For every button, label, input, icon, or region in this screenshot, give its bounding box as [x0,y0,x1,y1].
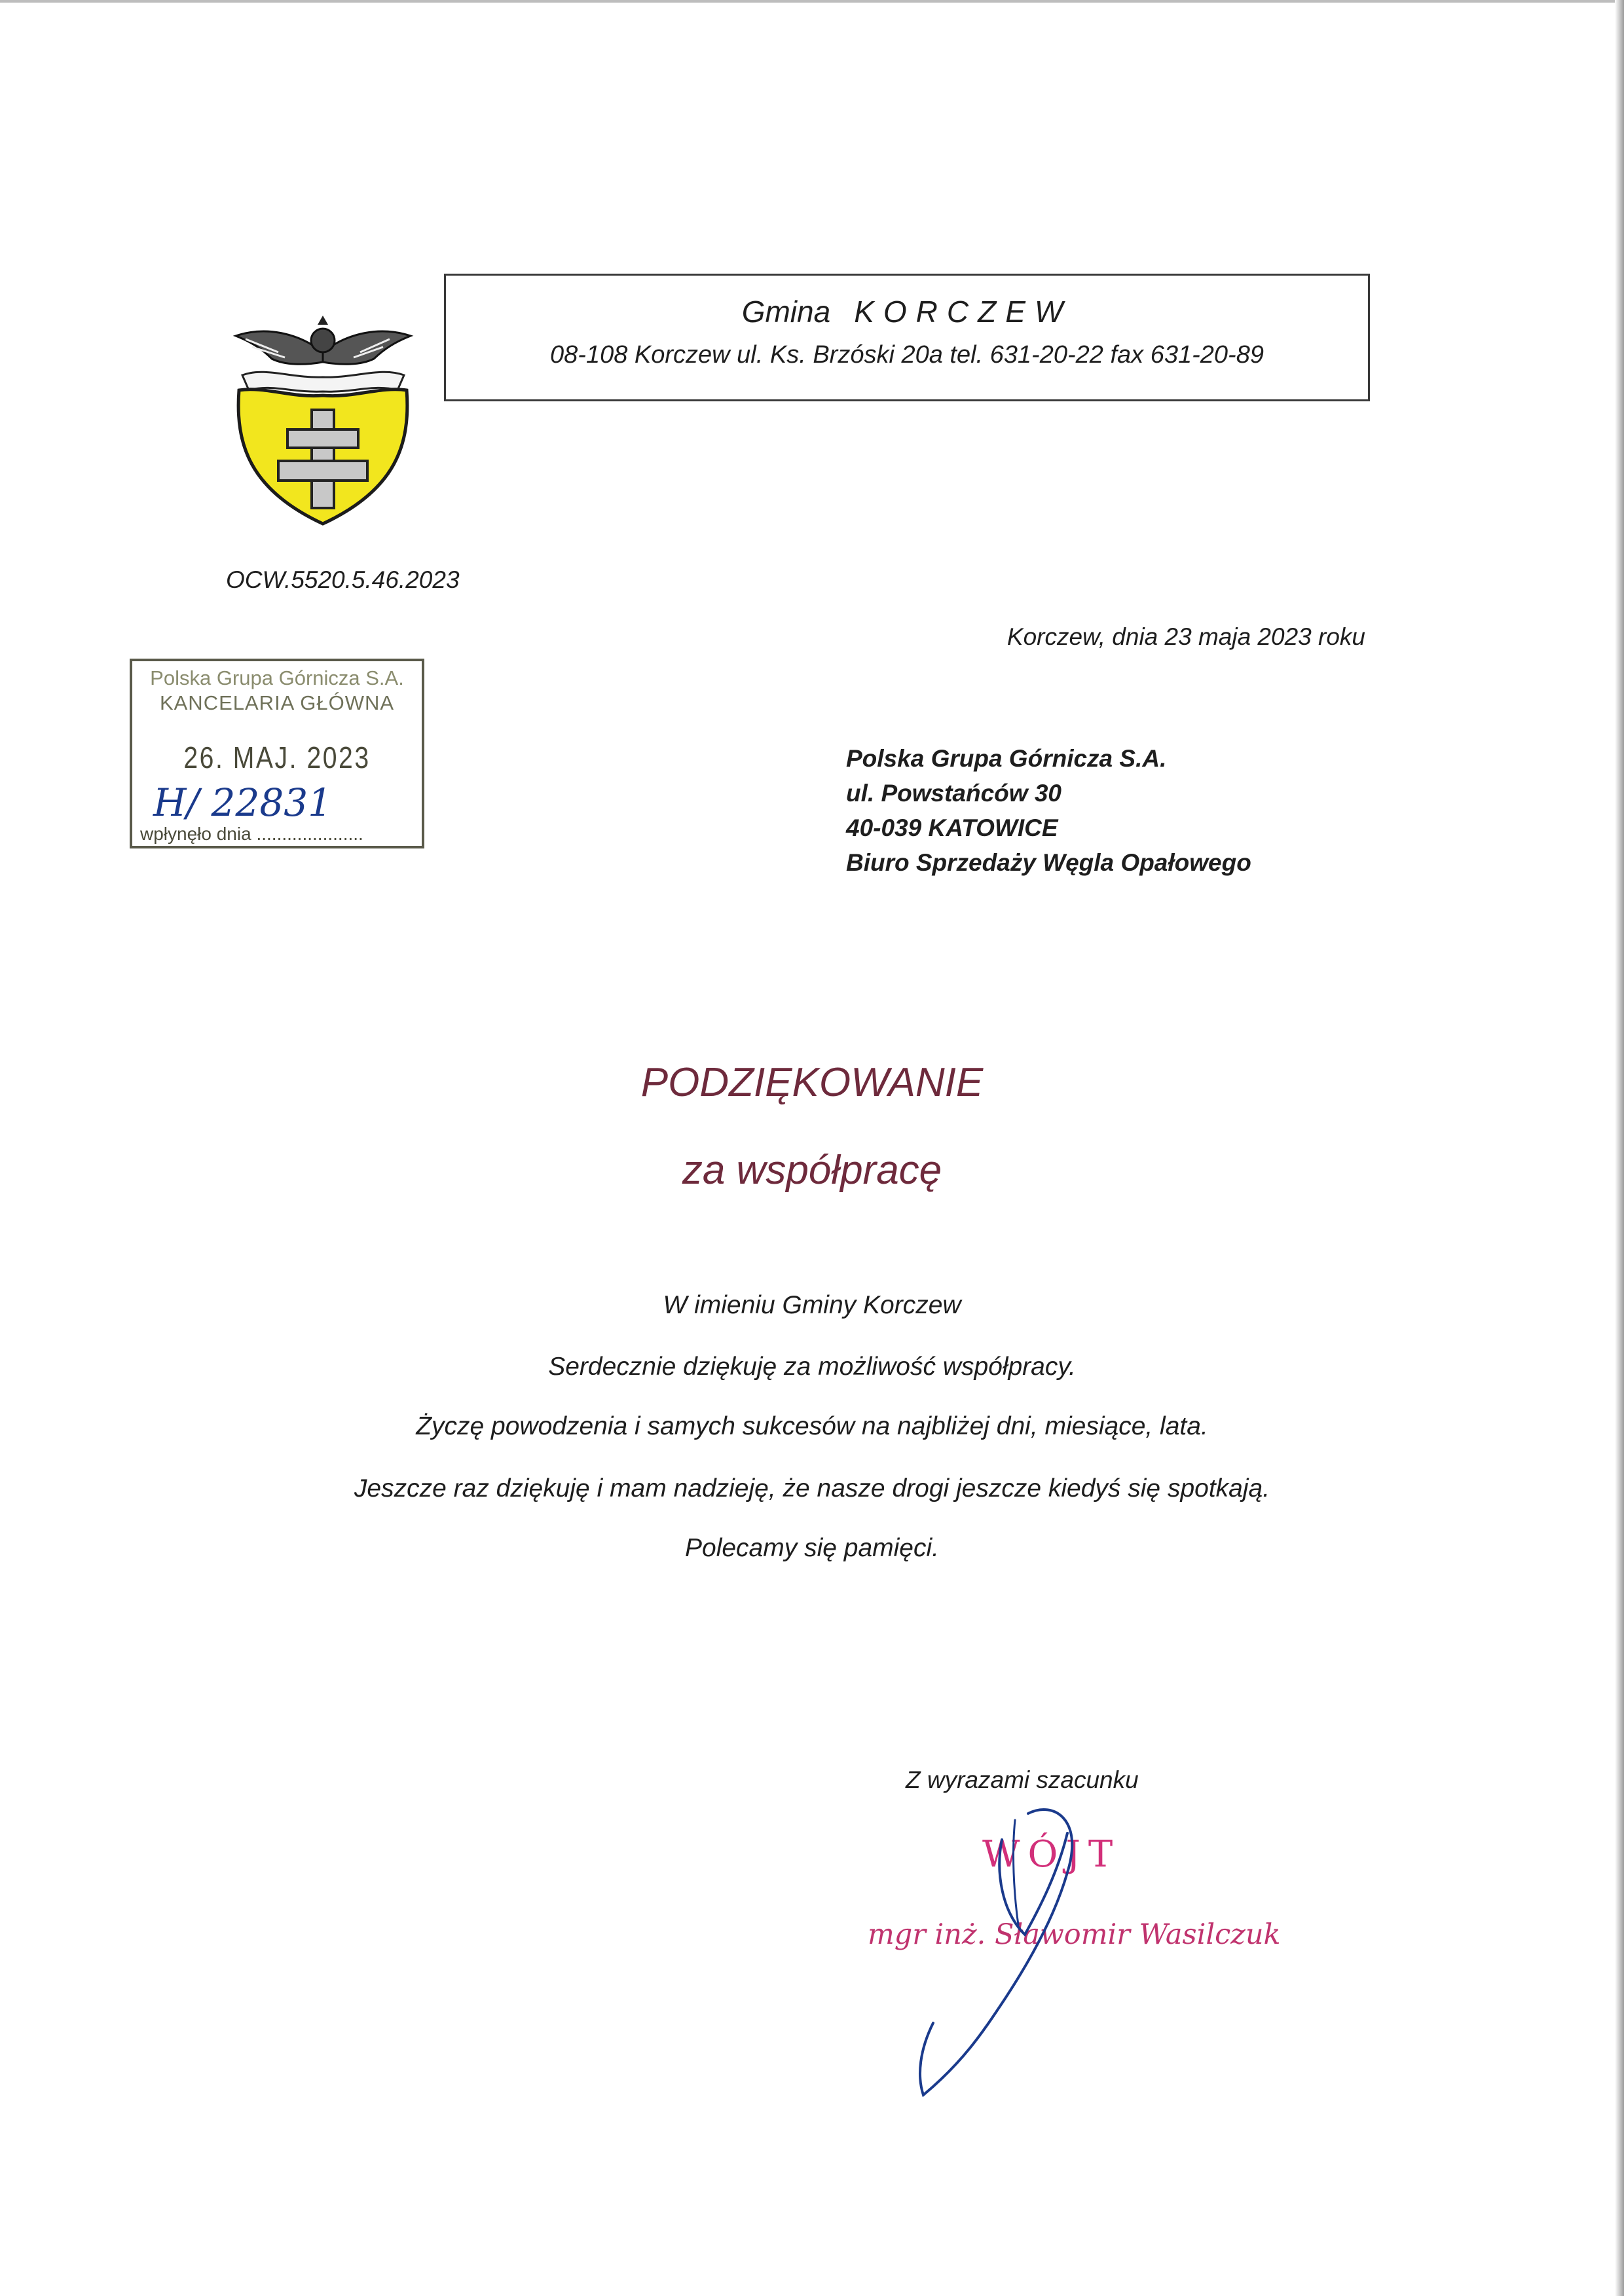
coat-of-arms-icon [226,313,419,529]
recipient-line: Polska Grupa Górnicza S.A. [846,745,1167,772]
gmina-label: Gmina [741,295,831,329]
document-subtitle: za współpracę [682,1148,942,1193]
date-line: Korczew, dnia 23 maja 2023 roku [1006,623,1365,650]
body-line: Polecamy się pamięci. [685,1534,939,1562]
recipient-line: ul. Powstańców 30 [846,780,1061,807]
stamp-office: KANCELARIA GŁÓWNA [159,691,395,714]
stamp-date: 26. MAJ. 2023 [183,740,371,774]
body-line: Serdecznie dziękuję za możliwość współpracy. [548,1353,1076,1381]
scan-top-edge [0,0,1624,3]
closing-phrase: Z wyrazami szacunku [906,1766,1139,1793]
receipt-stamp [130,659,424,848]
letterhead-title [446,294,1368,329]
document-title: PODZIĘKOWANIE [640,1060,984,1105]
signature-stamp-title: WÓJT [982,1833,1121,1876]
body-line: Jeszcze raz dziękuję i mam nadzieję, że nasze drogi jeszcze kiedyś się spotkają. [354,1474,1270,1503]
recipient-line: Biuro Sprzedaży Węgla Opałowego [846,849,1251,876]
body-line: Życzę powodzenia i samych sukcesów na najbliżej dni, miesiące, lata. [416,1412,1208,1440]
recipient-address [846,741,1251,880]
stamp-company: Polska Grupa Górnicza S.A. [150,666,404,689]
handwritten-signature [904,1794,1126,2102]
letterhead-address: 08-108 Korczew ul. Ks. Brzóski 20a tel. 631-20-22 fax 631-20-89 [550,341,1264,369]
body-line: W imieniu Gminy Korczew [663,1291,961,1319]
stamp-handwritten-number: H/ 22831 [153,780,333,825]
reference-number: OCW.5520.5.46.2023 [226,566,460,593]
gmina-name: KORCZEW [854,295,1073,329]
stamp-received-label: wpłynęło dnia ..................... [140,824,363,844]
letterhead-box [444,274,1370,401]
recipient-line: 40-039 KATOWICE [846,814,1058,841]
signature-stamp-name: mgr inż. Sławomir Wasilczuk [868,1918,1281,1951]
